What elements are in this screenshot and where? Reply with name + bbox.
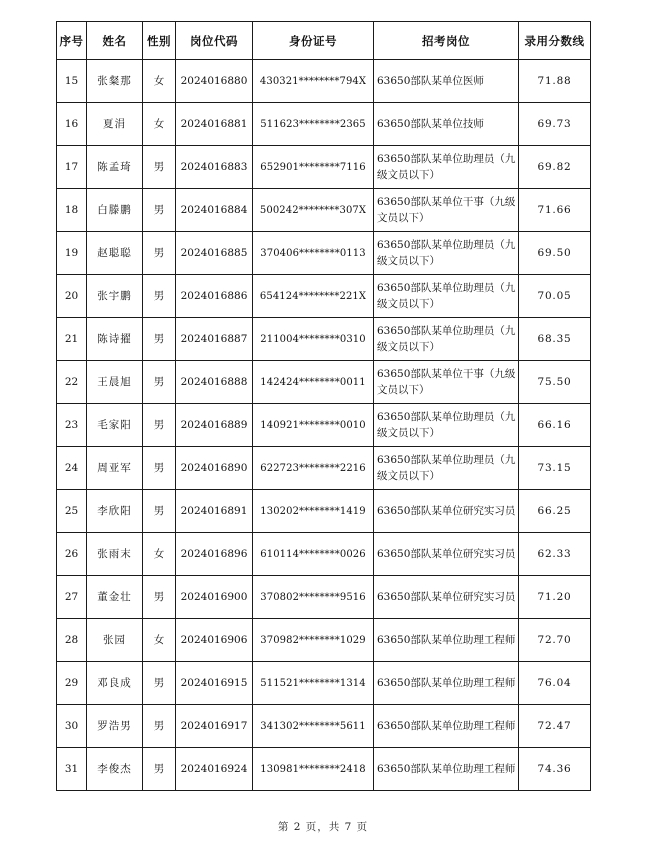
cell-score: 68.35 (519, 318, 591, 361)
cell-post: 63650部队某单位医师 (374, 60, 519, 103)
cell-post: 63650部队某单位干事（九级文员以下） (374, 361, 519, 404)
cell-seq: 28 (57, 619, 87, 662)
cell-gender: 男 (143, 576, 176, 619)
cell-seq: 18 (57, 189, 87, 232)
cell-gender: 男 (143, 404, 176, 447)
cell-gender: 男 (143, 748, 176, 791)
cell-gender: 女 (143, 619, 176, 662)
cell-name: 张雨末 (87, 533, 143, 576)
cell-post-code: 2024016885 (176, 232, 253, 275)
cell-gender: 男 (143, 275, 176, 318)
page-number: 第 2 页，共 7 页 (277, 821, 369, 833)
cell-seq: 31 (57, 748, 87, 791)
cell-id-number: 370802********9516 (253, 576, 374, 619)
cell-post-code: 2024016883 (176, 146, 253, 189)
cell-post-code: 2024016896 (176, 533, 253, 576)
cell-gender: 男 (143, 318, 176, 361)
cell-post: 63650部队某单位助理员（九级文员以下） (374, 146, 519, 189)
cell-post: 63650部队某单位助理工程师 (374, 619, 519, 662)
cell-post-code: 2024016880 (176, 60, 253, 103)
cell-post-code: 2024016891 (176, 490, 253, 533)
cell-score: 74.36 (519, 748, 591, 791)
cell-gender: 男 (143, 662, 176, 705)
table-header (57, 22, 591, 60)
cell-name: 陈孟琦 (87, 146, 143, 189)
cell-gender: 男 (143, 447, 176, 490)
cell-post: 63650部队某单位助理员（九级文员以下） (374, 318, 519, 361)
cell-id-number: 211004********0310 (253, 318, 374, 361)
cell-post: 63650部队某单位助理员（九级文员以下） (374, 404, 519, 447)
cell-id-number: 511623********2365 (253, 103, 374, 146)
table-row (57, 533, 591, 576)
table-row (57, 748, 591, 791)
cell-name: 邓良成 (87, 662, 143, 705)
cell-gender: 男 (143, 705, 176, 748)
cell-name: 罗浩男 (87, 705, 143, 748)
recruitment-table (56, 21, 591, 791)
cell-id-number: 370406********0113 (253, 232, 374, 275)
cell-score: 71.66 (519, 189, 591, 232)
cell-post-code: 2024016890 (176, 447, 253, 490)
cell-post-code: 2024016889 (176, 404, 253, 447)
cell-gender: 女 (143, 533, 176, 576)
header-row (57, 22, 591, 60)
table-body (57, 60, 591, 791)
header-post-code: 岗位代码 (176, 22, 253, 60)
cell-post-code: 2024016886 (176, 275, 253, 318)
cell-name: 白滕鹏 (87, 189, 143, 232)
cell-id-number: 610114********0026 (253, 533, 374, 576)
cell-post-code: 2024016924 (176, 748, 253, 791)
cell-id-number: 430321********794X (253, 60, 374, 103)
table-row (57, 103, 591, 146)
cell-name: 陈诗擢 (87, 318, 143, 361)
cell-post-code: 2024016881 (176, 103, 253, 146)
table-row (57, 447, 591, 490)
cell-score: 66.16 (519, 404, 591, 447)
cell-post: 63650部队某单位助理员（九级文员以下） (374, 275, 519, 318)
cell-seq: 24 (57, 447, 87, 490)
table-row (57, 662, 591, 705)
cell-seq: 15 (57, 60, 87, 103)
header-name: 姓名 (87, 22, 143, 60)
cell-seq: 27 (57, 576, 87, 619)
cell-name: 张园 (87, 619, 143, 662)
header-gender: 性别 (143, 22, 176, 60)
cell-score: 69.50 (519, 232, 591, 275)
cell-score: 69.73 (519, 103, 591, 146)
cell-score: 62.33 (519, 533, 591, 576)
cell-id-number: 622723********2216 (253, 447, 374, 490)
cell-name: 张粲那 (87, 60, 143, 103)
cell-score: 73.15 (519, 447, 591, 490)
cell-gender: 男 (143, 146, 176, 189)
cell-gender: 男 (143, 490, 176, 533)
cell-score: 69.82 (519, 146, 591, 189)
cell-post: 63650部队某单位研究实习员 (374, 533, 519, 576)
cell-id-number: 140921********0010 (253, 404, 374, 447)
cell-id-number: 370982********1029 (253, 619, 374, 662)
cell-id-number: 511521********1314 (253, 662, 374, 705)
table-row (57, 490, 591, 533)
table-row (57, 318, 591, 361)
cell-gender: 男 (143, 361, 176, 404)
cell-seq: 30 (57, 705, 87, 748)
table-row (57, 189, 591, 232)
cell-gender: 女 (143, 103, 176, 146)
cell-post: 63650部队某单位技师 (374, 103, 519, 146)
cell-post-code: 2024016906 (176, 619, 253, 662)
table-row (57, 705, 591, 748)
cell-name: 周亚军 (87, 447, 143, 490)
cell-id-number: 130202********1419 (253, 490, 374, 533)
cell-id-number: 500242********307X (253, 189, 374, 232)
cell-name: 王晨旭 (87, 361, 143, 404)
cell-name: 赵聪聪 (87, 232, 143, 275)
cell-id-number: 654124********221X (253, 275, 374, 318)
table-row (57, 619, 591, 662)
cell-id-number: 341302********5611 (253, 705, 374, 748)
cell-post-code: 2024016888 (176, 361, 253, 404)
cell-id-number: 142424********0011 (253, 361, 374, 404)
cell-seq: 26 (57, 533, 87, 576)
cell-score: 66.25 (519, 490, 591, 533)
cell-gender: 男 (143, 189, 176, 232)
table-row (57, 275, 591, 318)
cell-post: 63650部队某单位助理员（九级文员以下） (374, 232, 519, 275)
cell-seq: 25 (57, 490, 87, 533)
cell-post-code: 2024016915 (176, 662, 253, 705)
table-row (57, 60, 591, 103)
cell-post-code: 2024016900 (176, 576, 253, 619)
cell-score: 71.20 (519, 576, 591, 619)
cell-post: 63650部队某单位研究实习员 (374, 576, 519, 619)
table-row (57, 232, 591, 275)
cell-seq: 23 (57, 404, 87, 447)
cell-gender: 女 (143, 60, 176, 103)
cell-seq: 21 (57, 318, 87, 361)
cell-name: 张宇鹏 (87, 275, 143, 318)
header-seq: 序号 (57, 22, 87, 60)
cell-seq: 19 (57, 232, 87, 275)
header-score: 录用分数线 (519, 22, 591, 60)
cell-name: 李俊杰 (87, 748, 143, 791)
cell-seq: 20 (57, 275, 87, 318)
cell-name: 毛家阳 (87, 404, 143, 447)
cell-score: 75.50 (519, 361, 591, 404)
cell-score: 76.04 (519, 662, 591, 705)
header-post: 招考岗位 (374, 22, 519, 60)
cell-post-code: 2024016887 (176, 318, 253, 361)
cell-score: 71.88 (519, 60, 591, 103)
cell-name: 董金壮 (87, 576, 143, 619)
cell-name: 夏涓 (87, 103, 143, 146)
cell-post: 63650部队某单位助理工程师 (374, 748, 519, 791)
cell-seq: 22 (57, 361, 87, 404)
cell-post: 63650部队某单位干事（九级文员以下） (374, 189, 519, 232)
cell-post: 63650部队某单位助理工程师 (374, 662, 519, 705)
cell-score: 72.47 (519, 705, 591, 748)
cell-name: 李欣阳 (87, 490, 143, 533)
cell-seq: 17 (57, 146, 87, 189)
cell-post: 63650部队某单位研究实习员 (374, 490, 519, 533)
cell-post: 63650部队某单位助理工程师 (374, 705, 519, 748)
cell-id-number: 130981********2418 (253, 748, 374, 791)
table-row (57, 576, 591, 619)
cell-score: 72.70 (519, 619, 591, 662)
cell-gender: 男 (143, 232, 176, 275)
cell-id-number: 652901********7116 (253, 146, 374, 189)
cell-post: 63650部队某单位助理员（九级文员以下） (374, 447, 519, 490)
table-row (57, 404, 591, 447)
cell-post-code: 2024016917 (176, 705, 253, 748)
cell-post-code: 2024016884 (176, 189, 253, 232)
header-id-number: 身份证号 (253, 22, 374, 60)
cell-seq: 29 (57, 662, 87, 705)
table-row (57, 361, 591, 404)
table-row (57, 146, 591, 189)
cell-seq: 16 (57, 103, 87, 146)
cell-score: 70.05 (519, 275, 591, 318)
